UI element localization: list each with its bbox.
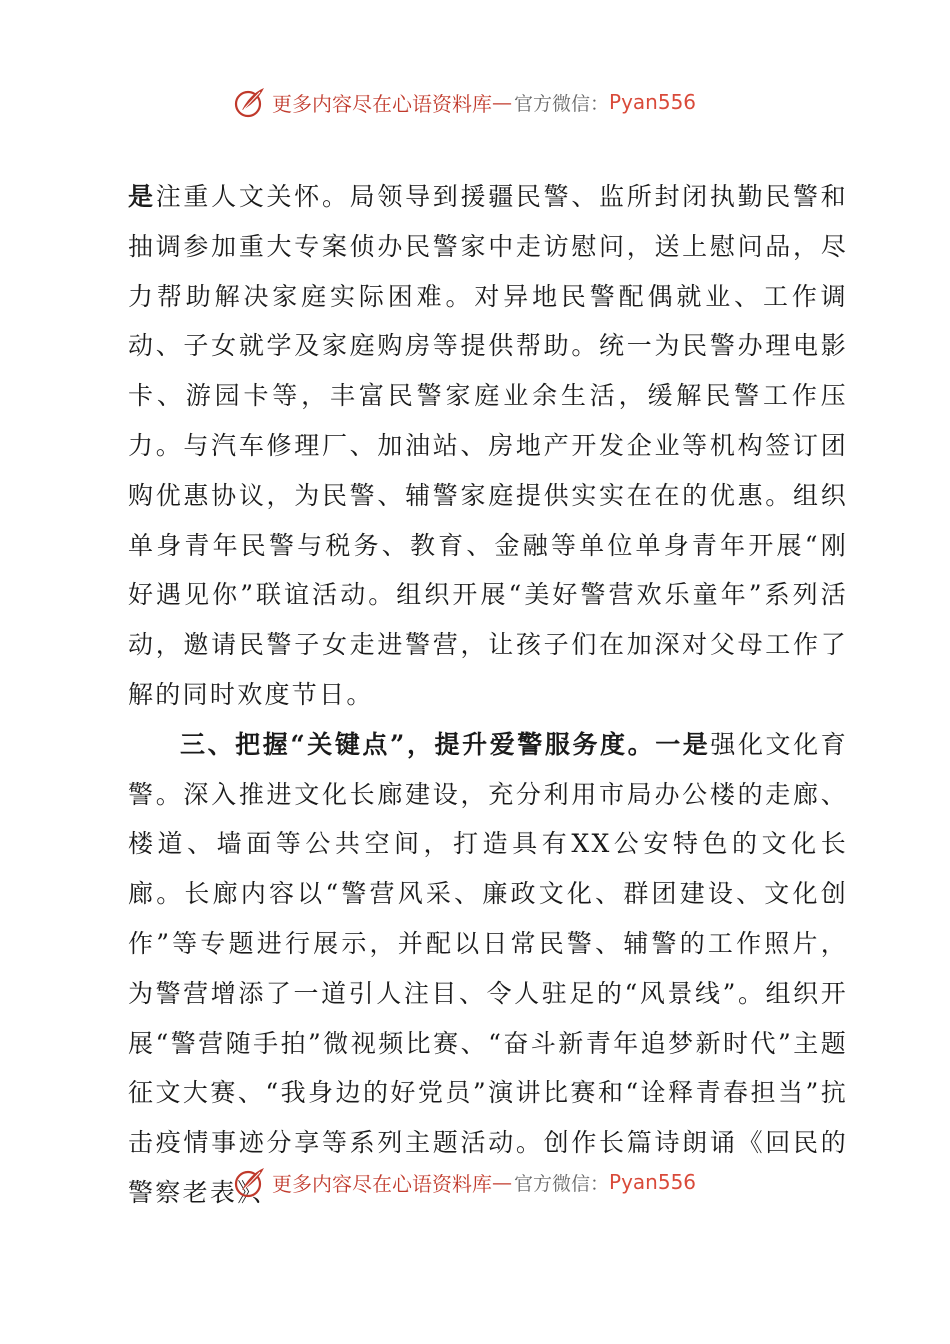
watermark-wechat-id: Pyan556 — [609, 1170, 697, 1194]
watermark-dash: — — [492, 1170, 512, 1194]
paragraph-humanistic-care — [128, 172, 848, 720]
lead-marker: 一是 — [655, 729, 711, 759]
quill-logo-icon — [232, 1164, 268, 1200]
watermark-wechat-label: 官方微信： — [514, 92, 610, 115]
section-heading: 三、把握“关键点”，提升爱警服务度。 — [180, 729, 656, 759]
watermark-header — [232, 82, 696, 122]
watermark-dash: — — [492, 90, 512, 114]
document-body — [128, 172, 848, 1218]
watermark-main-text: 更多内容尽在心语资料库 — [272, 1171, 492, 1196]
paragraph-text: 注重人文关怀。局领导到援疆民警、监所封闭执勤民警和抽调参加重大专案侦办民警家中走访慰问，送上慰问品，尽力帮助解决家庭实际困难。对异地民警配偶就业、工作调动、子女就学及家庭购房等提供帮助。统一为民警办理电影卡、游园卡等，丰富民警家庭业余生活，缓解民警工作压力。与汽车修理厂、加油站、房地产开发企业等机构签订团购优惠协议，为民警、辅警家庭提供实实在在的优惠。组织单身青年民警与税务、教育、金融等单位单身青年开展“刚好遇见你”联谊活动。组织开展“美好警营欢乐童年”系列活动，邀请民警子女走进警营，让孩子们在加深对父母工作了解的同时欢度节日。 — [128, 182, 848, 709]
watermark-wechat-label: 官方微信： — [514, 1172, 610, 1195]
paragraph-text: 强化文化育警。深入推进文化长廊建设，充分利用市局办公楼的走廊、楼道、墙面等公共空间，打造具有XX公安特色的文化长廊。长廊内容以“警营风采、廉政文化、群团建设、文化创作”等专题进行展示，并配以日常民警、辅警的工作照片，为警营增添了一道引人注目、令人驻足的“风景线”。组织开展“警营随手拍”微视频比赛、“奋斗新青年追梦新时代”主题征文大赛、“我身边的好党员”演讲比赛和“诠释青春担当”抗击疫情事迹分享等系列主题活动。创作长篇诗朗诵《回民的警察老表》、 — [128, 729, 848, 1207]
watermark-main-text: 更多内容尽在心语资料库 — [272, 91, 492, 116]
watermark-wechat-id: Pyan556 — [609, 90, 697, 114]
lead-marker: 是 — [128, 182, 156, 211]
quill-logo-icon — [232, 84, 268, 120]
watermark-footer — [232, 1162, 696, 1202]
paragraph-section-three — [128, 720, 848, 1218]
